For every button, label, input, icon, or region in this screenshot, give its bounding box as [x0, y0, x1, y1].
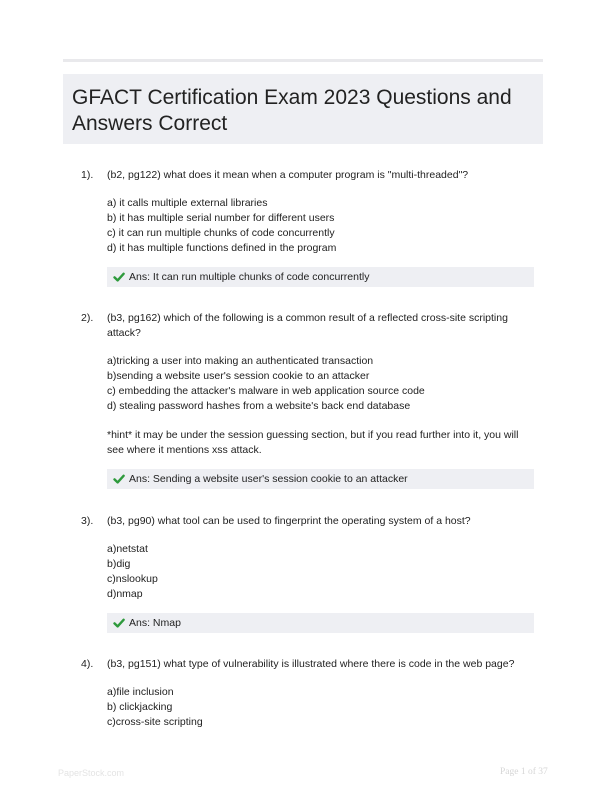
options-list [107, 542, 535, 602]
option-c: c) embedding the attacker's malware in web application source code [107, 385, 425, 397]
question-text: (b3, pg90) what tool can be used to fingerprint the operating system of a host? [107, 515, 471, 527]
option-c: c)nslookup [107, 573, 158, 585]
option-b: b)dig [107, 558, 131, 570]
options-list [107, 685, 535, 730]
question-number: 2). [81, 312, 94, 324]
answer-text: Ans: Sending a website user's session cookie to an attacker [129, 473, 408, 485]
answer-box [107, 267, 534, 287]
option-c: c)cross-site scripting [107, 716, 203, 728]
question-text: (b2, pg122) what does it mean when a computer program is "multi-threaded"? [107, 169, 469, 181]
answer-box [107, 613, 534, 633]
options-list [107, 354, 535, 414]
document-title: GFACT Certification Exam 2023 Questions and Answers Correct [72, 86, 512, 135]
answer-box [107, 469, 534, 489]
option-a: a) it calls multiple external libraries [107, 197, 268, 209]
option-d: d) it has multiple functions defined in the program [107, 242, 337, 254]
option-d: d) stealing password hashes from a website's back end database [107, 400, 411, 412]
option-a: a)netstat [107, 543, 148, 555]
check-icon [113, 473, 125, 485]
hint-text: *hint* it may be under the session guessing section, but if you read further into it, you will see where it mentions xss attack. [107, 429, 519, 456]
option-a: a)tricking a user into making an authenticated transaction [107, 355, 374, 367]
top-divider [63, 59, 543, 62]
answer-text: Ans: It can run multiple chunks of code concurrently [129, 271, 370, 283]
footer-watermark: PaperStock.com [58, 768, 125, 778]
option-b: b) clickjacking [107, 701, 173, 713]
question-text: (b3, pg151) what type of vulnerability is illustrated where there is code in the web page? [107, 658, 515, 670]
question-text: (b3, pg162) which of the following is a common result of a reflected cross-site scripting attack? [107, 312, 508, 339]
answer-text: Ans: Nmap [129, 617, 181, 629]
options-list [107, 196, 535, 256]
question-number: 1). [81, 169, 94, 181]
option-d: d)nmap [107, 588, 143, 600]
title-banner [63, 74, 543, 144]
option-a: a)file inclusion [107, 686, 174, 698]
check-icon [113, 617, 125, 629]
option-c: c) it can run multiple chunks of code concurrently [107, 227, 335, 239]
page-number: Page 1 of 37 [500, 767, 548, 777]
question-number: 3). [81, 515, 94, 527]
check-icon [113, 271, 125, 283]
option-b: b) it has multiple serial number for different users [107, 212, 335, 224]
option-b: b)sending a website user's session cookie to an attacker [107, 370, 370, 382]
question-number: 4). [81, 658, 94, 670]
